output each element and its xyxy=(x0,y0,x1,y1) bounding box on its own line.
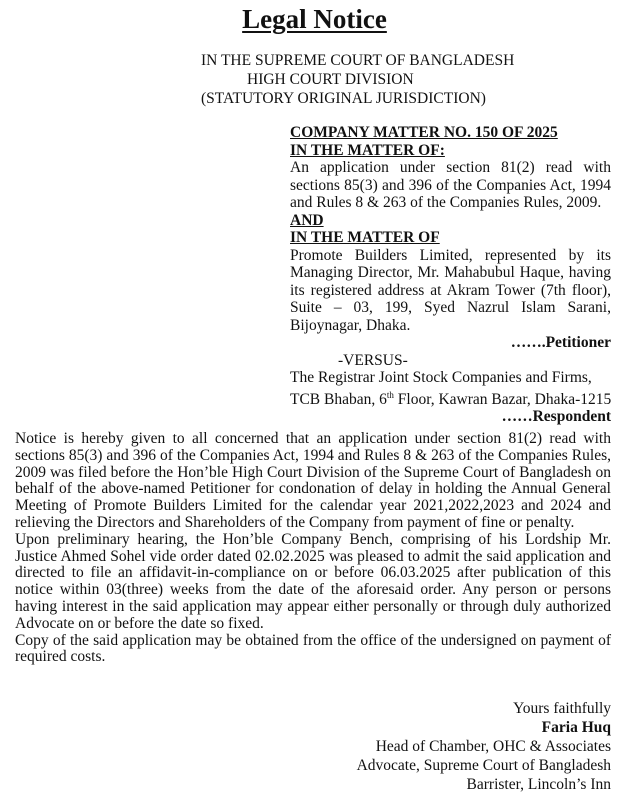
signatory-qualification: Barrister, Lincoln’s Inn xyxy=(466,776,611,793)
petitioner-label: …….Petitioner xyxy=(510,334,611,351)
case-caption xyxy=(290,124,611,426)
and-heading: AND xyxy=(290,211,324,229)
in-the-matter-heading-1: IN THE MATTER OF: xyxy=(290,141,445,159)
signatory-title: Head of Chamber, OHC & Associates xyxy=(375,738,611,755)
closing-salutation: Yours faithfully xyxy=(513,700,611,717)
respondent-name: The Registrar Joint Stock Companies and Firms, xyxy=(290,369,592,386)
respondent-address: TCB Bhaban, 6th Floor, Kawran Bazar, Dhaka-1215 xyxy=(290,389,612,408)
versus-label: -VERSUS- xyxy=(338,351,408,369)
notice-paragraph-3: Copy of the said application may be obtained from the office of the undersigned on payment of required costs. xyxy=(15,631,611,666)
court-name: IN THE SUPREME COURT OF BANGLADESH xyxy=(201,52,515,69)
in-the-matter-heading-2: IN THE MATTER OF xyxy=(290,229,440,246)
signatory-name: Faria Huq xyxy=(541,719,611,736)
court-division: HIGH COURT DIVISION xyxy=(247,71,414,88)
notice-paragraph-2: Upon preliminary hearing, the Hon’ble Company Bench, comprising of his Lordship Mr. Justice Ahmed Sohel vide order dated 02.02.2025 was pleased to admit the said application and directed to file an affidavit-in-compliance on or before 06.03.2025 after publication of this notice within 03(three) weeks from the date of the aforesaid order. Any person or persons having interest in the said application may appear either personally or through duly authorized Advocate on or before the date so fixed. xyxy=(15,530,611,632)
company-matter-number: COMPANY MATTER NO. 150 OF 2025 xyxy=(290,124,558,141)
respondent-label: ……Respondent xyxy=(501,408,611,426)
court-jurisdiction: (STATUTORY ORIGINAL JURISDICTION) xyxy=(201,90,486,107)
notice-title: Legal Notice xyxy=(242,4,387,34)
petitioner-description: Promote Builders Limited, represented by its Managing Director, Mr. Mahabubul Haque, having its registered address at Akram Tower (7th floor), Suite – 03, 199, Syed Nazrul Islam Sarani, Bijoynagar, Dhaka. xyxy=(290,246,611,334)
notice-paragraph-1: Notice is hereby given to all concerned that an application under section 81(2) read with sections 85(3) and 396 of the Companies Act, 1994 and Rules 8 & 263 of the Companies Rules, 2009 was filed before the Hon’ble High Court Division of the Supreme Court of Bangladesh on behalf of the above-named Petitioner for condonation of delay in holding the Annual General Meeting of Promote Builders Limited for the calendar year 2021,2022,2023 and 2024 and relieving the Directors and Shareholders of the Company from payment of fine or penalty. xyxy=(15,430,611,531)
signatory-designation: Advocate, Supreme Court of Bangladesh xyxy=(356,757,611,774)
application-description: An application under section 81(2) read with sections 85(3) and 396 of the Companies Act, 1994 and Rules 8 & 263 of the Companies Rules, 2009. xyxy=(290,159,611,211)
notice-body xyxy=(15,431,611,666)
signature-block xyxy=(357,699,611,794)
